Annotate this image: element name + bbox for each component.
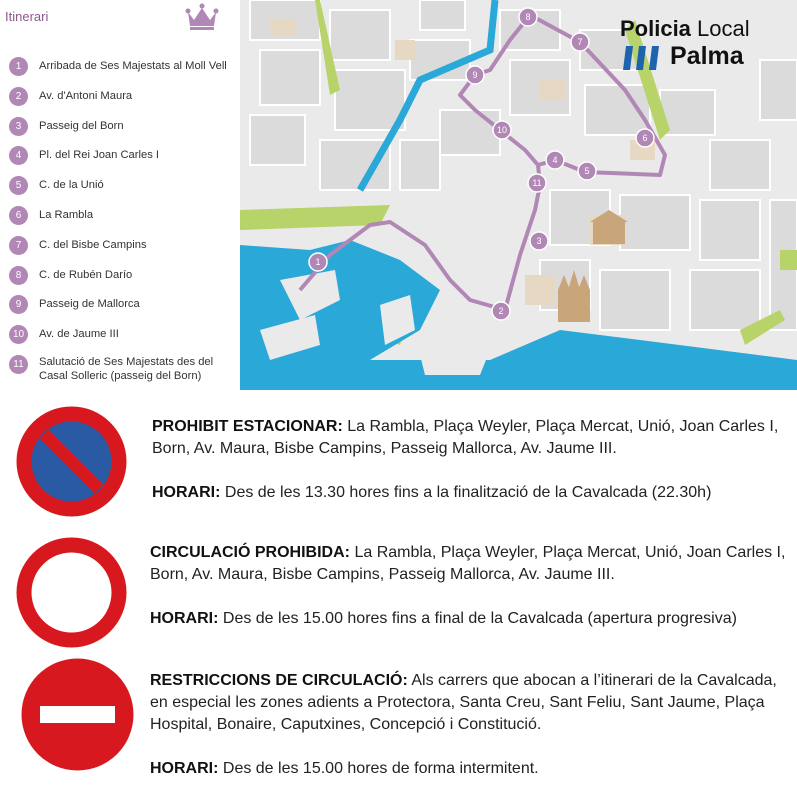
itinerary-stop <box>9 171 239 201</box>
police-logo-top <box>620 16 750 42</box>
stop-number-badge: 4 <box>9 146 28 165</box>
itinerary-stop <box>9 82 239 112</box>
stop-number-badge: 5 <box>9 176 28 195</box>
stop-number-badge: 9 <box>9 295 28 314</box>
svg-text:4: 4 <box>552 155 558 165</box>
itinerary-stop <box>9 52 239 82</box>
stop-name: C. de la Unió <box>39 179 104 192</box>
local-word: Local <box>697 16 750 41</box>
stop-number-badge: 11 <box>9 355 28 374</box>
svg-text:3: 3 <box>536 236 542 246</box>
itinerary-stop <box>9 112 239 142</box>
svg-text:7: 7 <box>577 37 583 47</box>
svg-text:2: 2 <box>498 306 504 316</box>
itinerary-stop <box>9 141 239 171</box>
restriction-heading: PROHIBIT ESTACIONAR: <box>152 418 343 435</box>
restriction-streets: La Rambla, Plaça Weyler, Plaça Mercat, Unió, Joan Carles I, Born, Av. Maura, Bisbe Campins, Passeig Mallorca, Av. Jaume III. <box>150 544 786 583</box>
schedule-text: Des de les 15.00 hores de forma intermitent. <box>218 760 539 777</box>
stop-number-badge: 7 <box>9 236 28 255</box>
stop-number-badge: 10 <box>9 325 28 344</box>
restriction-heading: RESTRICCIONS DE CIRCULACIÓ: <box>150 672 408 689</box>
restriction-no-parking <box>152 416 788 504</box>
itinerary-list <box>9 52 239 380</box>
stop-number-badge: 1 <box>9 57 28 76</box>
restriction-streets: Als carrers que abocan a l’itinerari de la Cavalcada, en especial les zones adients a Protectora, Santa Creu, Sant Feliu, Sant Jaume, Plaça Hospital, Bonaire, Caputxines, Concepció i Constitució. <box>150 672 777 733</box>
stop-name: Pl. del Rei Joan Carles I <box>39 149 160 162</box>
itinerary-stop <box>9 231 239 261</box>
svg-text:11: 11 <box>532 178 542 188</box>
schedule-label: HORARI: <box>150 610 219 627</box>
stop-number-badge: 8 <box>9 266 28 285</box>
stop-name: Av. de Jaume III <box>39 328 119 341</box>
police-word: Policia <box>620 16 691 41</box>
stop-name: La Rambla <box>39 208 94 221</box>
no-entry-sign-icon <box>20 657 135 772</box>
police-logo <box>620 16 780 76</box>
itinerary-stop <box>9 350 239 380</box>
itinerary-stop <box>9 261 239 291</box>
svg-text:5: 5 <box>584 166 590 176</box>
stop-name: Salutació de Ses Majestats des del Casal Solleric (passeig del Born) <box>39 355 214 382</box>
crown-icon <box>184 0 220 32</box>
itinerary-stop <box>9 290 239 320</box>
stop-number-badge: 3 <box>9 117 28 136</box>
restriction-heading: CIRCULACIÓ PROHIBIDA: <box>150 544 350 561</box>
stop-name: C. del Bisbe Campins <box>39 238 147 251</box>
no-vehicles-sign-icon <box>14 535 129 650</box>
itinerary-stop <box>9 201 239 231</box>
restriction-traffic-limits <box>150 670 790 780</box>
restriction-no-traffic <box>150 542 790 630</box>
restriction-streets: La Rambla, Plaça Weyler, Plaça Mercat, Unió, Joan Carles I, Born, Av. Maura, Bisbe Campins, Passeig Mallorca, Av. Jaume III. <box>152 418 779 457</box>
svg-text:6: 6 <box>642 133 648 143</box>
svg-text:1: 1 <box>315 257 321 267</box>
schedule-label: HORARI: <box>152 484 221 501</box>
svg-text:8: 8 <box>525 12 531 22</box>
svg-text:10: 10 <box>496 125 508 135</box>
schedule-label: HORARI: <box>150 760 219 777</box>
stop-name: C. de Rubén Darío <box>39 268 133 281</box>
stop-name: Arribada de Ses Majestats al Moll Vell <box>39 60 227 72</box>
stop-name: Av. d'Antoni Maura <box>39 89 133 102</box>
itinerary-title: Itinerari <box>5 9 49 24</box>
svg-text:9: 9 <box>472 70 478 80</box>
itinerary-stop <box>9 320 239 350</box>
stop-number-badge: 6 <box>9 206 28 225</box>
stop-number-badge: 2 <box>9 87 28 106</box>
stop-name: Passeig de Mallorca <box>39 298 140 311</box>
itinerary-panel <box>0 0 240 390</box>
stop-name: Passeig del Born <box>39 119 124 132</box>
no-parking-sign-icon <box>14 404 129 519</box>
police-stripes-icon <box>623 46 663 70</box>
city-word: Palma <box>670 42 744 70</box>
schedule-text: Des de les 13.30 hores fins a la finalització de la Cavalcada (22.30h) <box>220 484 712 501</box>
schedule-text: Des de les 15.00 hores fins a final de la Cavalcada (apertura progresiva) <box>218 610 737 627</box>
